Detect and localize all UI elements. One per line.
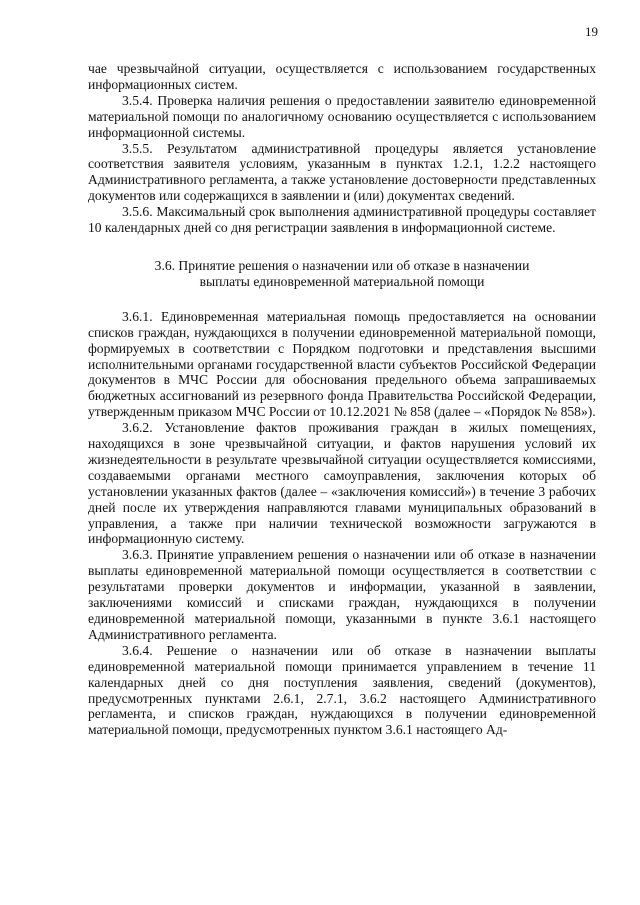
paragraph-3-6-1: 3.6.1. Единовременная материальная помощь предоставляется на основании списков граждан, нуждающихся в получении единовременной материальной помощи, формируемых в соответствии с Порядком подготовки и представления высшими исполнительными органами государственной власти субъектов Российской Федерации документов в МЧС России для обоснования предельного объема запрашиваемых бюджетных ассигнований из резервного фонда Правительства Российской Федерации, утвержденным приказом МЧС России от 10.12.2021 № 858 (далее – «Порядок № 858»). <box>88 308 596 420</box>
paragraph-3-5-4: 3.5.4. Проверка наличия решения о предоставлении заявителю единовременной материальной помощи по аналогичному основанию осуществляется с использованием информационной системы. <box>88 92 596 140</box>
section-heading-line-1: 3.6. Принятие решения о назначении или об отказе в назначении <box>154 257 530 273</box>
paragraph-3-6-3: 3.6.3. Принятие управлением решения о назначении или об отказе в назначении выплаты единовременной материальной помощи осуществляется в соответствии с результатами проверки документов и информации, указанной в заявлении, заключениями комиссий и списками граждан, нуждающихся в получении единовременной материальной помощи, указанными в пункте 3.6.1 настоящего Административного регламента. <box>88 547 596 642</box>
paragraph-3-5-6: 3.5.6. Максимальный срок выполнения административной процедуры составляет 10 календарных дней со дня регистрации заявления в информационной системе. <box>88 204 596 236</box>
paragraph-3-6-2: 3.6.2. Установление фактов проживания граждан в жилых помещениях, находящихся в зоне чрезвычайной ситуации, и фактов нарушения условий их жизнедеятельности в результате чрезвычайной ситуации осуществляется комиссиями, создаваемыми органами местного самоуправления, заключения которых об установлении указанных фактов (далее – «заключения комиссий») в течение 3 рабочих дней после их утверждения направляются главами муниципальных образований в управления, а также при наличии технической возможности загружаются в информационную систему. <box>88 420 596 547</box>
paragraph-3-5-5: 3.5.5. Результатом административной процедуры является установление соответствия заявителя условиям, указанным в пунктах 1.2.1, 1.2.2 настоящего Административного регламента, а также установление достоверности представленных документов или содержащихся в заявлении и (или) документах сведений. <box>88 140 596 204</box>
section-heading-line-2: выплаты единовременной материальной помощи <box>199 273 485 289</box>
paragraph-continuation: чае чрезвычайной ситуации, осуществляется с использованием государственных информационных систем. <box>88 61 596 92</box>
document-body <box>88 61 596 738</box>
paragraph-3-6-4: 3.6.4. Решение о назначении или об отказе в назначении выплаты единовременной материальной помощи принимается управлением в течение 11 календарных дней со дня поступления заявления, сведений (документов), предусмотренных пунктами 2.6.1, 2.7.1, 3.6.2 настоящего Административного регламента, и списков граждан, нуждающихся в получении единовременной материальной помощи, предусмотренных пунктом 3.6.1 настоящего Ад- <box>88 642 596 738</box>
page-number: 19 <box>585 24 598 39</box>
section-heading-3-6 <box>88 258 596 290</box>
